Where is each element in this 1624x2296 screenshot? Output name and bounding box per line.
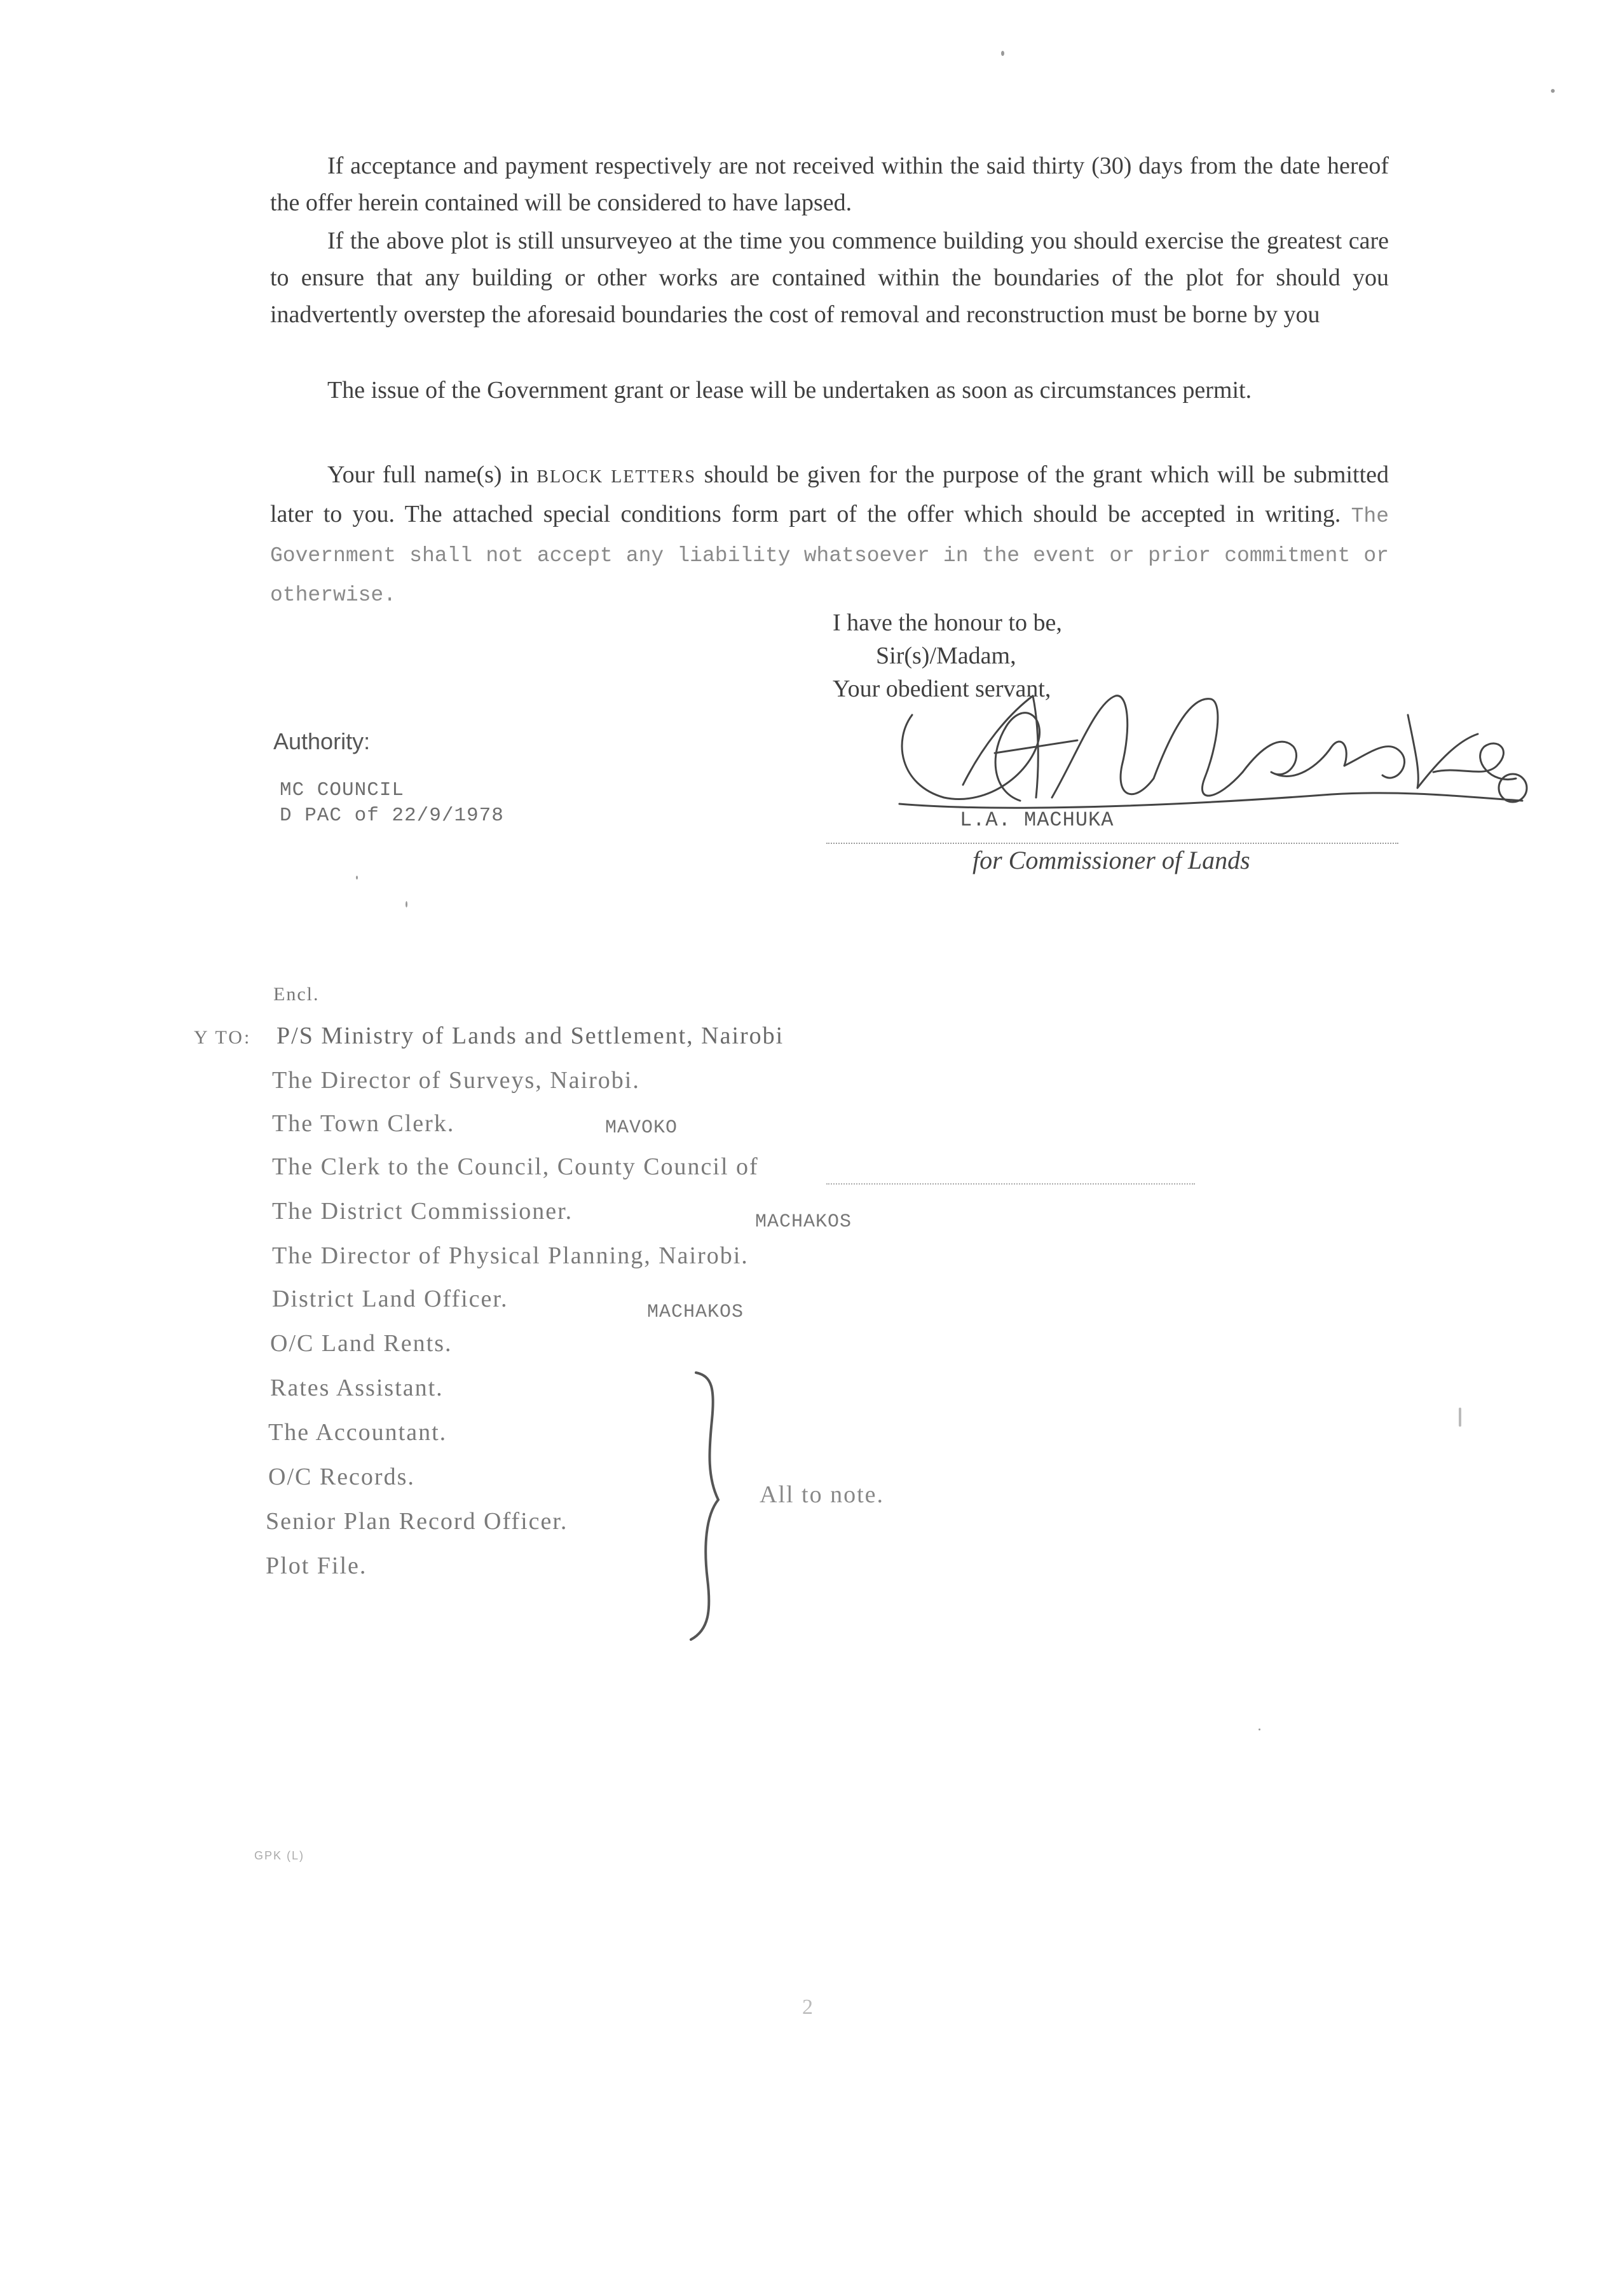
district-commissioner-place: MACHAKOS xyxy=(755,1211,852,1233)
all-to-note: All to note. xyxy=(760,1481,885,1508)
signer-name: L.A. MACHUKA xyxy=(960,808,1114,832)
typed-liability-clause: The Government shall not accept any liability whatsoever in the event or prior commitment or otherwise. xyxy=(270,505,1389,607)
town-clerk-place: MAVOKO xyxy=(605,1117,678,1139)
recipient-district-commissioner: The District Commissioner. xyxy=(272,1198,573,1225)
handwritten-signature xyxy=(887,677,1535,823)
county-council-blank xyxy=(826,1183,1195,1185)
recipient-ps-ministry: P/S Ministry of Lands and Settlement, Nairobi xyxy=(276,1022,784,1049)
district-land-officer-place: MACHAKOS xyxy=(647,1301,744,1323)
closing-salutation: Sir(s)/Madam, xyxy=(876,642,1016,669)
scan-speck xyxy=(356,876,358,880)
closing-servant: Your obedient servant, xyxy=(833,676,1051,702)
form-code: GPK (L) xyxy=(254,1849,305,1862)
recipient-council-clerk: The Clerk to the Council, County Council of xyxy=(272,1153,759,1180)
block-letters-text: BLOCK LETTERS xyxy=(536,467,697,487)
paragraph-unsurveyed-plot: If the above plot is still unsurveyeo at the time you commence building you should exercise the greatest care to ensure that any building or other works are contained within the boundaries of the plot for should you inadvertently overstep the aforesaid boundaries the cost of removal and reconstruction must be borne by you xyxy=(270,228,1389,328)
page-number: 2 xyxy=(802,1995,813,2019)
recipient-accountant: The Accountant. xyxy=(268,1419,447,1446)
paragraph-government-grant: The issue of the Government grant or lease will be undertaken as soon as circumstances permit. xyxy=(327,377,1252,404)
signature-line xyxy=(826,843,1398,844)
scan-speck xyxy=(1459,1408,1461,1427)
copy-to-prefix: Y TO: xyxy=(194,1027,252,1048)
scan-speck xyxy=(406,901,407,907)
recipient-rates-assistant: Rates Assistant. xyxy=(270,1375,444,1401)
recipient-town-clerk: The Town Clerk. xyxy=(272,1110,455,1137)
authority-council: MC COUNCIL xyxy=(280,779,405,801)
closing-honour: I have the honour to be, xyxy=(833,609,1062,636)
recipient-plot-file: Plot File. xyxy=(266,1552,367,1579)
recipient-land-rents: O/C Land Rents. xyxy=(270,1330,453,1357)
recipient-district-land-officer: District Land Officer. xyxy=(272,1286,508,1312)
authority-reference: D PAC of 22/9/1978 xyxy=(280,805,504,827)
recipient-plan-record-officer: Senior Plan Record Officer. xyxy=(266,1508,568,1535)
scan-speck xyxy=(1259,1729,1260,1730)
enclosure-label: Encl. xyxy=(273,984,320,1005)
recipient-director-surveys: The Director of Surveys, Nairobi. xyxy=(272,1067,640,1094)
scan-speck xyxy=(1001,51,1004,56)
curly-brace-icon xyxy=(683,1369,734,1643)
signer-title: for Commissioner of Lands xyxy=(972,846,1250,874)
paragraph-full-names: Your full name(s) in BLOCK LETTERS should be given for the purpose of the grant which will be submitted later to you. The attached special conditions form part of the offer which should be accepted in writing. The Government shall not accept any liability whatsoever in the event or prior commitment or otherwise. xyxy=(270,461,1389,607)
recipient-records: O/C Records. xyxy=(268,1464,415,1490)
recipient-physical-planning: The Director of Physical Planning, Nairobi. xyxy=(272,1242,749,1269)
authority-label: Authority: xyxy=(273,728,371,754)
paragraph-acceptance-deadline: If acceptance and payment respectively are not received within the said thirty (30) days from the date hereof the offer herein contained will be considered to have lapsed. xyxy=(270,153,1389,216)
scan-speck xyxy=(1551,89,1555,93)
